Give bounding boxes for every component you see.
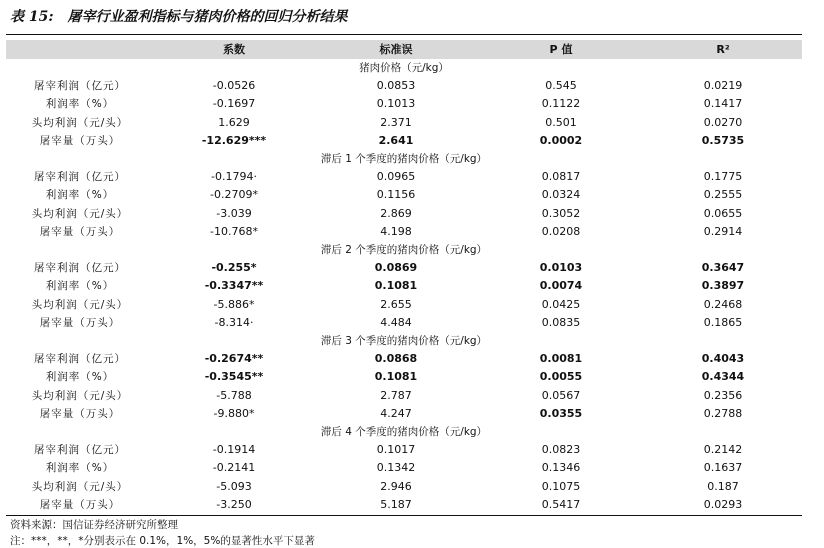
coef-cell: -5.093 bbox=[216, 479, 252, 493]
table-row bbox=[6, 441, 802, 459]
row-label: 利润率（%） bbox=[45, 280, 115, 293]
row-label: 屠宰利润（亿元） bbox=[34, 444, 126, 457]
se-cell: 4.484 bbox=[380, 315, 412, 329]
r2-cell: 0.3897 bbox=[701, 279, 745, 293]
se-cell: 0.0853 bbox=[376, 79, 416, 93]
table-row bbox=[6, 168, 802, 186]
table-header bbox=[6, 40, 802, 59]
se-cell: 4.198 bbox=[380, 224, 412, 238]
se-cell: 0.1081 bbox=[374, 279, 418, 293]
p-cell: 0.0425 bbox=[541, 297, 581, 311]
se-cell: 0.1156 bbox=[376, 188, 416, 202]
coef-cell: -0.2141 bbox=[212, 461, 256, 475]
table-row bbox=[6, 368, 802, 386]
se-cell: 2.946 bbox=[380, 479, 412, 493]
r2-cell: 0.0293 bbox=[703, 497, 743, 511]
coef-cell: -0.1914 bbox=[212, 443, 256, 457]
r2-cell: 0.2555 bbox=[703, 188, 743, 202]
coef-cell: -5.886* bbox=[213, 297, 255, 311]
r2-cell: 0.0655 bbox=[703, 206, 743, 220]
row-label: 屠宰量（万头） bbox=[39, 407, 121, 420]
table-row bbox=[6, 350, 802, 368]
p-cell: 0.0817 bbox=[541, 170, 581, 184]
row-label: 屠宰量（万头） bbox=[39, 316, 121, 329]
footnote: 注：***，**，*分别表示在 0.1%，1%，5%的显著性水平下显著 bbox=[10, 535, 315, 547]
row-label: 屠宰量（万头） bbox=[39, 225, 121, 238]
table-row bbox=[6, 387, 802, 405]
coef-cell: -5.788 bbox=[216, 388, 252, 402]
r2-cell: 0.187 bbox=[707, 479, 739, 493]
bottom-rule bbox=[6, 515, 802, 516]
p-cell: 0.0355 bbox=[539, 406, 583, 420]
header-r2: R² bbox=[716, 43, 730, 56]
table-row bbox=[6, 259, 802, 277]
table-row bbox=[6, 277, 802, 295]
p-cell: 0.0835 bbox=[541, 315, 581, 329]
section-heading: 滞后 3 个季度的猪肉价格（元/kg） bbox=[320, 335, 488, 347]
r2-cell: 0.3647 bbox=[701, 261, 745, 275]
section-heading: 滞后 1 个季度的猪肉价格（元/kg） bbox=[320, 153, 488, 165]
se-cell: 2.787 bbox=[380, 388, 412, 402]
se-cell: 0.1081 bbox=[374, 370, 418, 384]
p-cell: 0.5417 bbox=[541, 497, 581, 511]
r2-cell: 0.2788 bbox=[703, 406, 743, 420]
table-title bbox=[10, 6, 348, 26]
r2-cell: 0.1865 bbox=[703, 315, 743, 329]
p-cell: 0.501 bbox=[545, 115, 577, 129]
coef-cell: -3.039 bbox=[216, 206, 252, 220]
table-number: 表 15: bbox=[10, 9, 54, 25]
row-label: 屠宰利润（亿元） bbox=[34, 262, 126, 275]
r2-cell: 0.2356 bbox=[703, 388, 743, 402]
p-cell: 0.0103 bbox=[539, 261, 583, 275]
row-label: 利润率（%） bbox=[45, 462, 115, 475]
source-note: 资料来源：国信证券经济研究所整理 bbox=[10, 519, 178, 531]
coef-cell: -9.880* bbox=[213, 406, 255, 420]
coef-cell: 1.629 bbox=[218, 115, 250, 129]
table-row bbox=[6, 405, 802, 423]
se-cell: 5.187 bbox=[380, 497, 412, 511]
coef-cell: -0.2674** bbox=[204, 352, 264, 366]
header-coef: 系数 bbox=[223, 43, 245, 56]
coef-cell: -8.314· bbox=[214, 315, 254, 329]
p-cell: 0.0055 bbox=[539, 370, 583, 384]
r2-cell: 0.5735 bbox=[701, 133, 745, 147]
r2-cell: 0.2468 bbox=[703, 297, 743, 311]
p-cell: 0.0208 bbox=[541, 224, 581, 238]
header-p: P 值 bbox=[549, 43, 573, 56]
p-cell: 0.1122 bbox=[541, 97, 581, 111]
section-heading: 滞后 4 个季度的猪肉价格（元/kg） bbox=[320, 426, 488, 438]
p-cell: 0.3052 bbox=[541, 206, 581, 220]
p-cell: 0.0324 bbox=[541, 188, 581, 202]
coef-cell: -0.2709* bbox=[210, 188, 258, 202]
table-row bbox=[6, 296, 802, 314]
section-heading: 猪肉价格（元/kg） bbox=[359, 62, 449, 74]
se-cell: 0.0869 bbox=[374, 261, 418, 275]
coef-cell: -3.250 bbox=[216, 497, 252, 511]
r2-cell: 0.4043 bbox=[701, 352, 745, 366]
p-cell: 0.1075 bbox=[541, 479, 581, 493]
table-row bbox=[6, 314, 802, 332]
table-row bbox=[6, 77, 802, 95]
coef-cell: -0.0526 bbox=[212, 79, 256, 93]
se-cell: 2.869 bbox=[380, 206, 412, 220]
coef-cell: -10.768* bbox=[210, 224, 258, 238]
table-row bbox=[6, 132, 802, 150]
r2-cell: 0.0270 bbox=[703, 115, 743, 129]
p-cell: 0.0074 bbox=[539, 279, 583, 293]
coef-cell: -12.629*** bbox=[201, 133, 267, 147]
table-row bbox=[6, 114, 802, 132]
se-cell: 0.0868 bbox=[374, 352, 418, 366]
p-cell: 0.0081 bbox=[539, 352, 583, 366]
table-row bbox=[6, 459, 802, 477]
r2-cell: 0.4344 bbox=[701, 370, 745, 384]
r2-cell: 0.1637 bbox=[703, 461, 743, 475]
row-label: 屠宰量（万头） bbox=[39, 134, 121, 147]
se-cell: 2.641 bbox=[378, 133, 414, 147]
table-row bbox=[6, 478, 802, 496]
row-label: 头均利润（元/头） bbox=[31, 389, 129, 402]
p-cell: 0.0823 bbox=[541, 443, 581, 457]
se-cell: 0.1342 bbox=[376, 461, 416, 475]
coef-cell: -0.1697 bbox=[212, 97, 256, 111]
r2-cell: 0.2914 bbox=[703, 224, 743, 238]
table-title-text: 屠宰行业盈利指标与猪肉价格的回归分析结果 bbox=[67, 9, 348, 25]
row-label: 头均利润（元/头） bbox=[31, 207, 129, 220]
coef-cell: -0.1794· bbox=[211, 170, 257, 184]
r2-cell: 0.1775 bbox=[703, 170, 743, 184]
p-cell: 0.1346 bbox=[541, 461, 581, 475]
p-cell: 0.545 bbox=[545, 79, 577, 93]
section-heading: 滞后 2 个季度的猪肉价格（元/kg） bbox=[320, 244, 488, 256]
row-label: 利润率（%） bbox=[45, 189, 115, 202]
se-cell: 2.371 bbox=[380, 115, 412, 129]
row-label: 屠宰利润（亿元） bbox=[34, 353, 126, 366]
se-cell: 4.247 bbox=[380, 406, 412, 420]
se-cell: 2.655 bbox=[380, 297, 412, 311]
header-label bbox=[6, 40, 154, 59]
table-row bbox=[6, 496, 802, 514]
p-cell: 0.0567 bbox=[541, 388, 581, 402]
coef-cell: -0.3347** bbox=[204, 279, 264, 293]
top-rule bbox=[6, 34, 802, 35]
row-label: 头均利润（元/头） bbox=[31, 480, 129, 493]
table-row bbox=[6, 205, 802, 223]
table-row bbox=[6, 95, 802, 113]
row-label: 利润率（%） bbox=[45, 98, 115, 111]
header-se: 标准误 bbox=[379, 43, 413, 56]
row-label: 屠宰利润（亿元） bbox=[34, 171, 126, 184]
coef-cell: -0.3545** bbox=[204, 370, 264, 384]
se-cell: 0.0965 bbox=[376, 170, 416, 184]
r2-cell: 0.0219 bbox=[703, 79, 743, 93]
table-row bbox=[6, 223, 802, 241]
r2-cell: 0.2142 bbox=[703, 443, 743, 457]
row-label: 利润率（%） bbox=[45, 371, 115, 384]
row-label: 屠宰量（万头） bbox=[39, 498, 121, 511]
se-cell: 0.1017 bbox=[376, 443, 416, 457]
row-label: 头均利润（元/头） bbox=[31, 298, 129, 311]
r2-cell: 0.1417 bbox=[703, 97, 743, 111]
table-row bbox=[6, 186, 802, 204]
p-cell: 0.0002 bbox=[539, 133, 583, 147]
row-label: 头均利润（元/头） bbox=[31, 116, 129, 129]
coef-cell: -0.255* bbox=[211, 261, 257, 275]
row-label: 屠宰利润（亿元） bbox=[34, 80, 126, 93]
se-cell: 0.1013 bbox=[376, 97, 416, 111]
